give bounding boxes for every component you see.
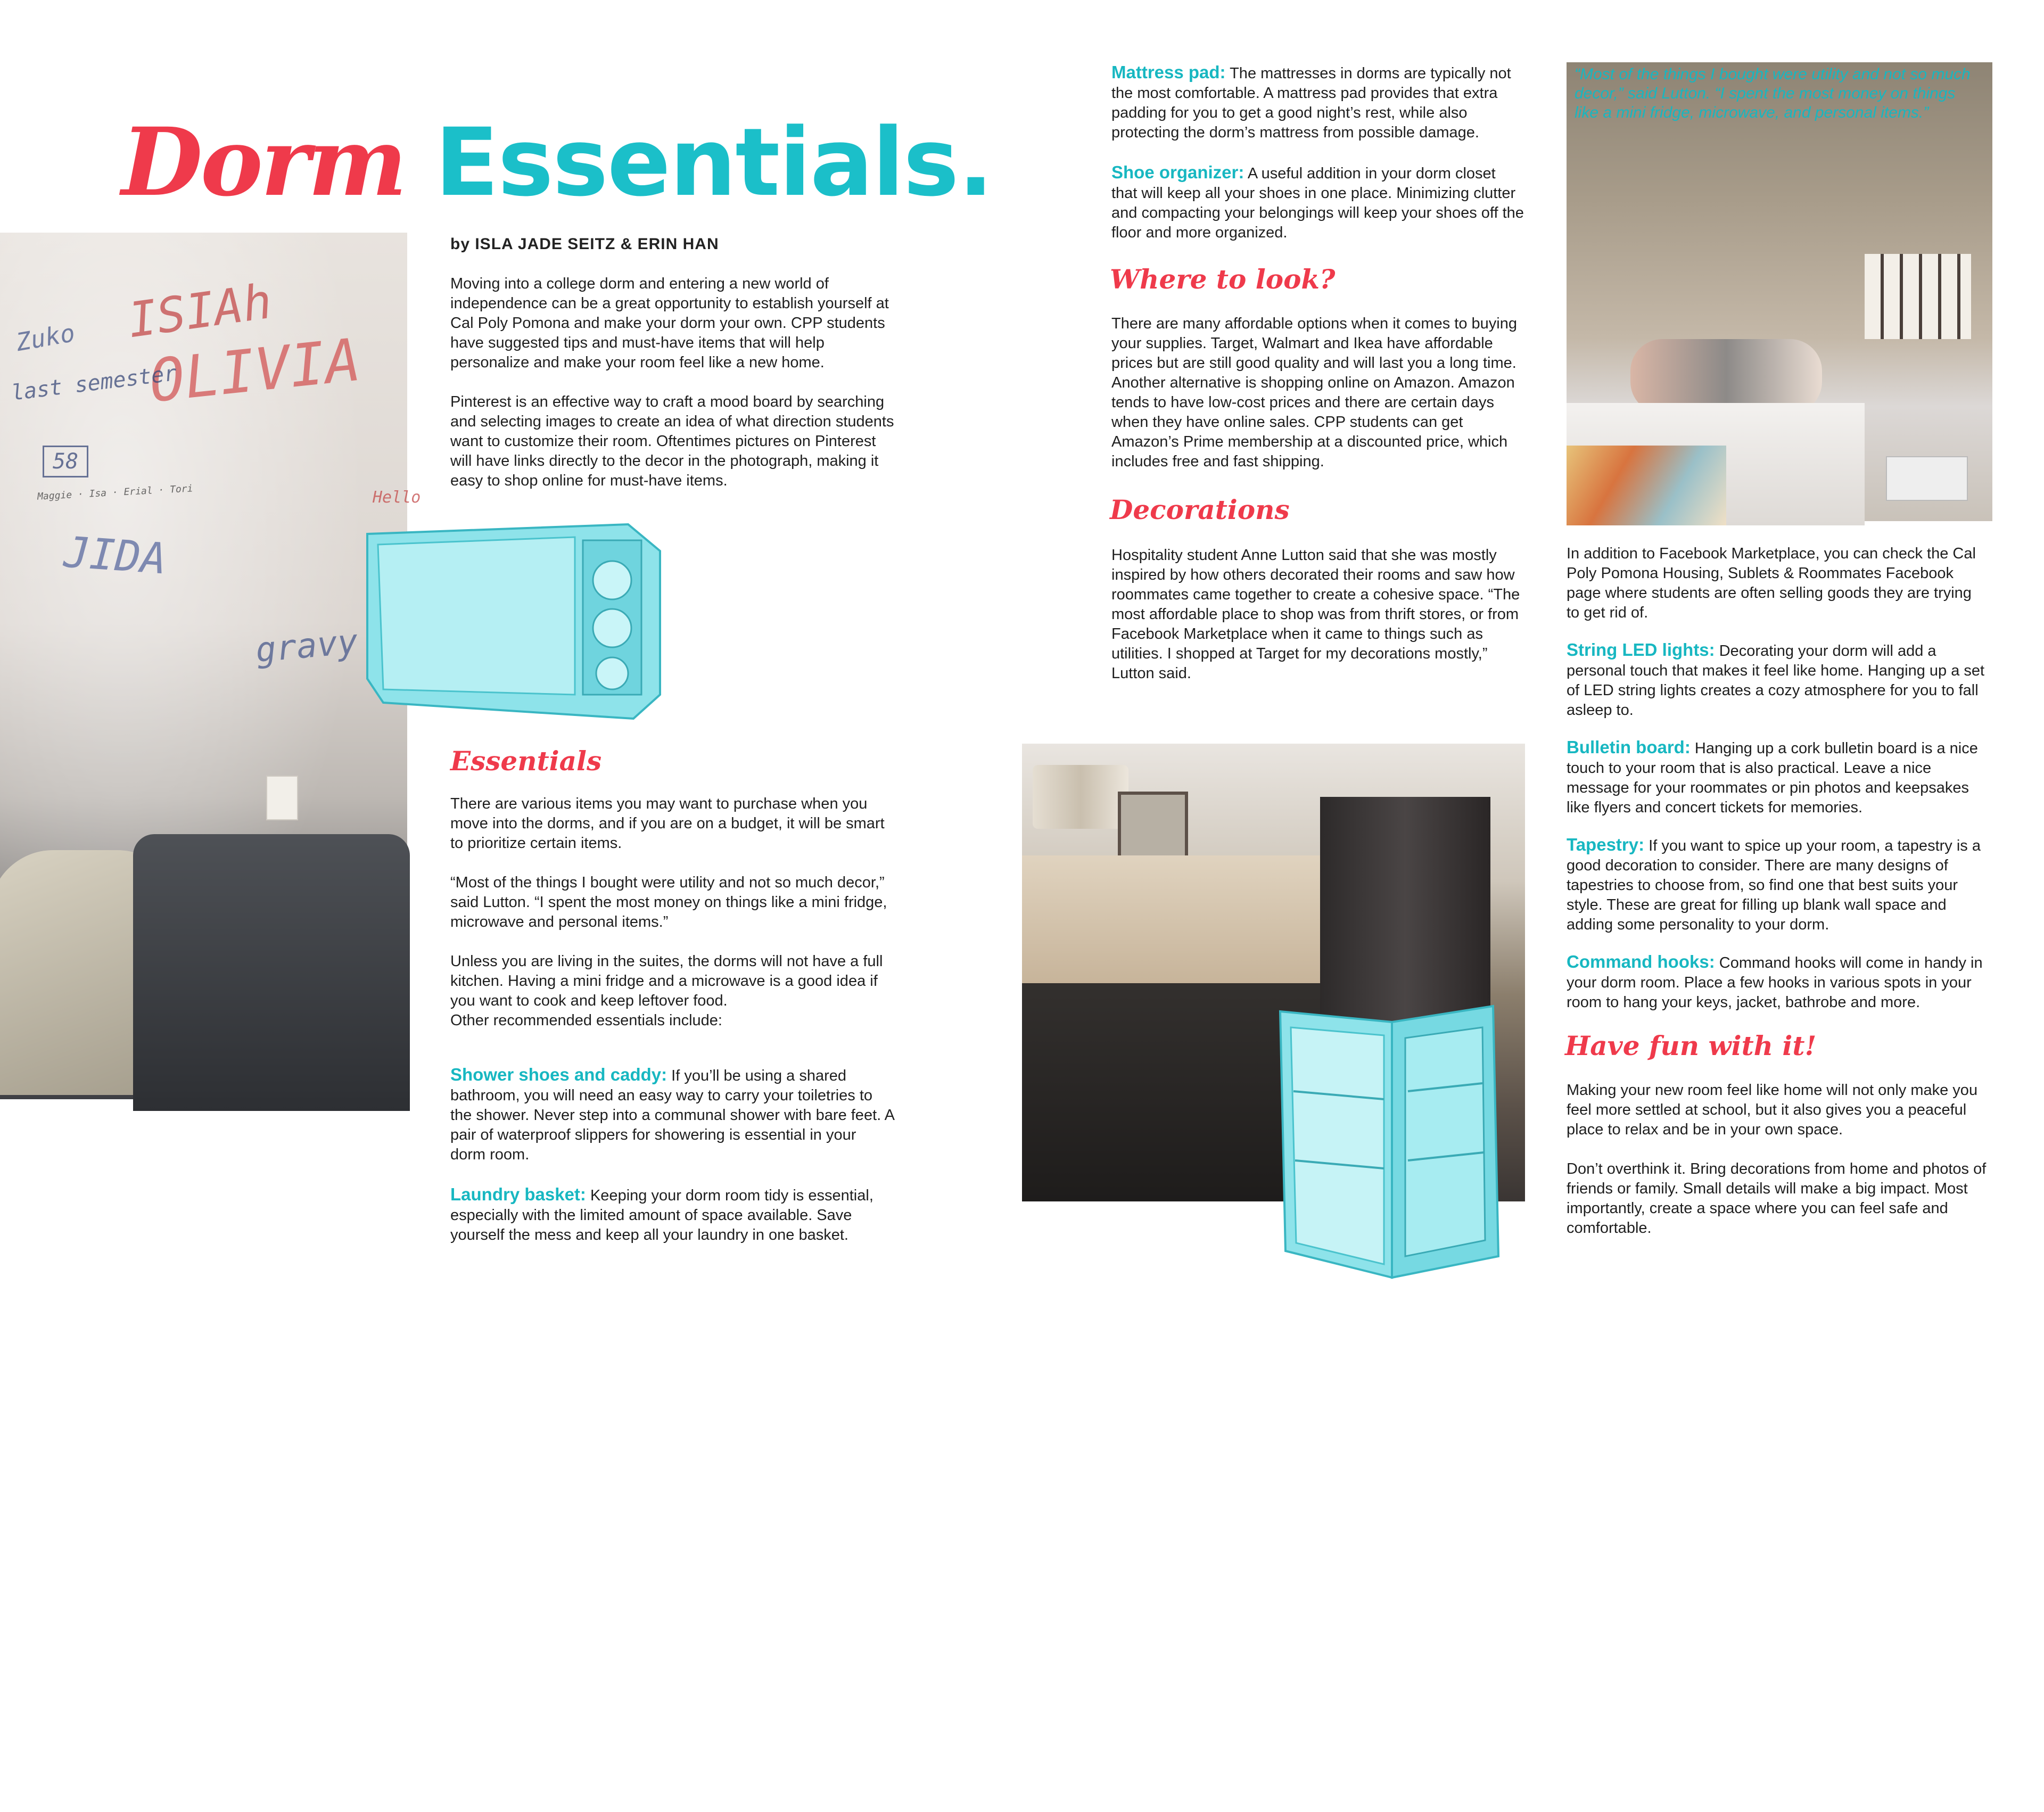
scribble-text: last semester bbox=[10, 361, 178, 406]
item-label: Shower shoes and caddy: bbox=[450, 1065, 667, 1084]
item-label: Mattress pad: bbox=[1111, 62, 1226, 82]
col3-text bbox=[1567, 544, 1987, 1032]
decorations-heading: Decorations bbox=[1110, 494, 1290, 525]
col2-item bbox=[1111, 62, 1524, 143]
item-label: Laundry basket: bbox=[450, 1184, 586, 1204]
col2-items bbox=[1111, 62, 1524, 262]
intro-paragraph: Pinterest is an effective way to craft a mood board by searching and selecting images to create an idea of what direction students want to customize their room. Oftentimes pictures on Pinterest will have links directly to the decor in the photograph, making it easy to shop online for must-have items. bbox=[450, 393, 894, 489]
fun-text bbox=[1567, 1081, 1987, 1258]
bottles bbox=[1033, 765, 1128, 829]
item-label: Tapestry: bbox=[1567, 835, 1645, 854]
col3-item bbox=[1567, 737, 1987, 818]
item-text: If you want to spice up your room, a tapestry is a good decoration to consider. There are many designs of tapestries to choose from, so find one that best suits your style. These are great for filling up blank wall space and adding some personality to your dorm. bbox=[1567, 837, 1981, 933]
title-word-essentials: Essentials. bbox=[434, 108, 993, 217]
decorations-text: Hospitality student Anne Lutton said that she was mostly inspired by how others decorated their rooms and saw how roommates came together to create a cohesive space. “The most affordable place to shop was from thrift stores, or from Facebook Marketplace when it came to things such as utilities. I shopped at Target for my decorations mostly,” Lutton said. bbox=[1111, 547, 1520, 682]
page-title bbox=[121, 109, 993, 216]
item-text: Hanging up a cork bulletin board is a nice touch to your room that is also practical. Leave a nice message for your roommates or pin photos and keepsakes like flyers and concert tickets for memories. bbox=[1567, 740, 1978, 816]
microwave-illustration bbox=[362, 519, 671, 721]
microwave-icon bbox=[362, 519, 671, 721]
scribble-text: Maggie · Isa · Erial · Tori bbox=[37, 483, 193, 503]
col3-item bbox=[1567, 835, 1987, 935]
col2-item bbox=[1111, 162, 1524, 243]
essentials-item bbox=[450, 1065, 895, 1165]
scribble-text: ISIAh bbox=[125, 273, 275, 349]
essentials-paragraph: “Most of the things I bought were utility and not so much decor,” said Lutton. “I spent the most money on things like a mini fridge, microwave and personal items.” bbox=[450, 874, 887, 930]
bulletin-photos bbox=[1865, 254, 1971, 339]
where-heading: Where to look? bbox=[1110, 263, 1336, 295]
item-text: The mattresses in dorms are typically not the most comfortable. A mattress pad provides that extra padding for you to get a good night’s rest, while also protecting the dorm’s mattress from possible damage. bbox=[1111, 65, 1511, 141]
mini-fridge-icon bbox=[1270, 1001, 1509, 1288]
item-label: Bulletin board: bbox=[1567, 737, 1691, 757]
essentials-paragraph: Unless you are living in the suites, the dorms will not have a full kitchen. Having a mini fridge and a microwave is a good idea if you want to cook and keep leftover food. bbox=[450, 953, 883, 1009]
essentials-paragraph: There are various items you may want to purchase when you move into the dorms, and if you are on a budget, it will be smart to prioritize certain items. bbox=[450, 795, 885, 852]
pillows bbox=[1630, 339, 1822, 414]
item-label: Shoe organizer: bbox=[1111, 162, 1244, 182]
essentials-text bbox=[450, 794, 895, 1265]
printer bbox=[1886, 456, 1968, 501]
essentials-paragraph: Other recommended essentials include: bbox=[450, 1012, 722, 1029]
title-word-dorm: Dorm bbox=[121, 107, 405, 217]
whiteboard-wall-photo bbox=[0, 233, 421, 1099]
light-switch bbox=[266, 776, 298, 820]
item-label: Command hooks: bbox=[1567, 952, 1715, 971]
scribble-text: Hello bbox=[373, 488, 421, 507]
desk-top bbox=[1022, 855, 1341, 983]
item-label: String LED lights: bbox=[1567, 640, 1715, 660]
item-text: Keeping your dorm room tidy is essential, especially with the limited amount of space available. Save yourself the mess and keep all your laundry in one basket. bbox=[450, 1187, 873, 1243]
fun-paragraph: Don’t overthink it. Bring decorations from home and photos of friends or family. Small details will make a big impact. Most importantly, create a space where you can feel safe and comfortable. bbox=[1567, 1160, 1987, 1237]
intro-paragraph: Moving into a college dorm and entering a new world of independence can be a great opportunity to establish yourself at Cal Poly Pomona and make your dorm your own. CPP students have suggested tips and must-have items that will help personalize and make your room feel like a new home. bbox=[450, 275, 889, 371]
intro-text bbox=[450, 274, 895, 510]
mini-fridge-illustration bbox=[1270, 1001, 1509, 1288]
item-text: Decorating your dorm will add a personal touch that makes it feel like home. Hanging up a set of LED string lights creates a cozy atmosphere for you to fall asleep to. bbox=[1567, 643, 1985, 719]
fun-paragraph: Making your new room feel like home will not only make you feel more settled at school, but it also gives you a peaceful place to relax and be in your own space. bbox=[1567, 1082, 1978, 1138]
fun-heading: Have fun with it! bbox=[1565, 1030, 1817, 1061]
scribble-text: JIDA bbox=[62, 527, 168, 584]
item-text: A useful addition in your dorm closet that will keep all your shoes in one place. Minimizing clutter and compacting your belongings will keep your shoes off the floor and more organized. bbox=[1111, 165, 1524, 241]
pull-quote-top-text: “Most of the things I bought were utility and not so much decor,” said Lutton. “I spent the most money on things like a mini fridge, microwave, and personal items.” bbox=[1575, 65, 1971, 121]
scribble-text: 58 bbox=[43, 446, 88, 477]
essentials-heading: Essentials bbox=[450, 745, 602, 777]
scribble-text: Zuko bbox=[14, 318, 77, 357]
blanket bbox=[1567, 446, 1726, 525]
col3-item bbox=[1567, 640, 1987, 720]
item-text: If you’ll be using a shared bathroom, you will need an easy way to carry your toiletries to the shower. Never step into a communal shower with bare feet. A pair of waterproof slippers for showering is essential in your dorm room. bbox=[450, 1067, 894, 1163]
byline: by ISLA JADE SEITZ & ERIN HAN bbox=[450, 235, 719, 253]
essentials-item bbox=[450, 1184, 895, 1245]
couch bbox=[133, 834, 410, 1111]
scribble-text: gravy bbox=[254, 622, 360, 671]
dorm-room-photo bbox=[1567, 62, 1992, 521]
col3-item bbox=[1567, 952, 1987, 1012]
scribble-text: OLIVIA bbox=[146, 325, 364, 416]
pull-quote-top bbox=[1575, 65, 1979, 122]
item-text: Command hooks will come in handy in your dorm room. Place a few hooks in various spots in your room to hang your keys, jacket, bathrobe and more. bbox=[1567, 954, 1983, 1011]
where-text: There are many affordable options when it comes to buying your supplies. Target, Walmart and Ikea have affordable prices but are still good quality and will last you a long time. Another alternative is shopping online on Amazon. Amazon tends to have low-cost prices and there are certain days when they have online sales. CPP students can get Amazon’s Prime membership at a discounted price, which includes free and fast shipping. bbox=[1111, 315, 1517, 470]
col3-intro: In addition to Facebook Marketplace, you can check the Cal Poly Pomona Housing, Sublets & Roommates Facebook page where students are often selling goods they are trying to get rid of. bbox=[1567, 545, 1976, 621]
